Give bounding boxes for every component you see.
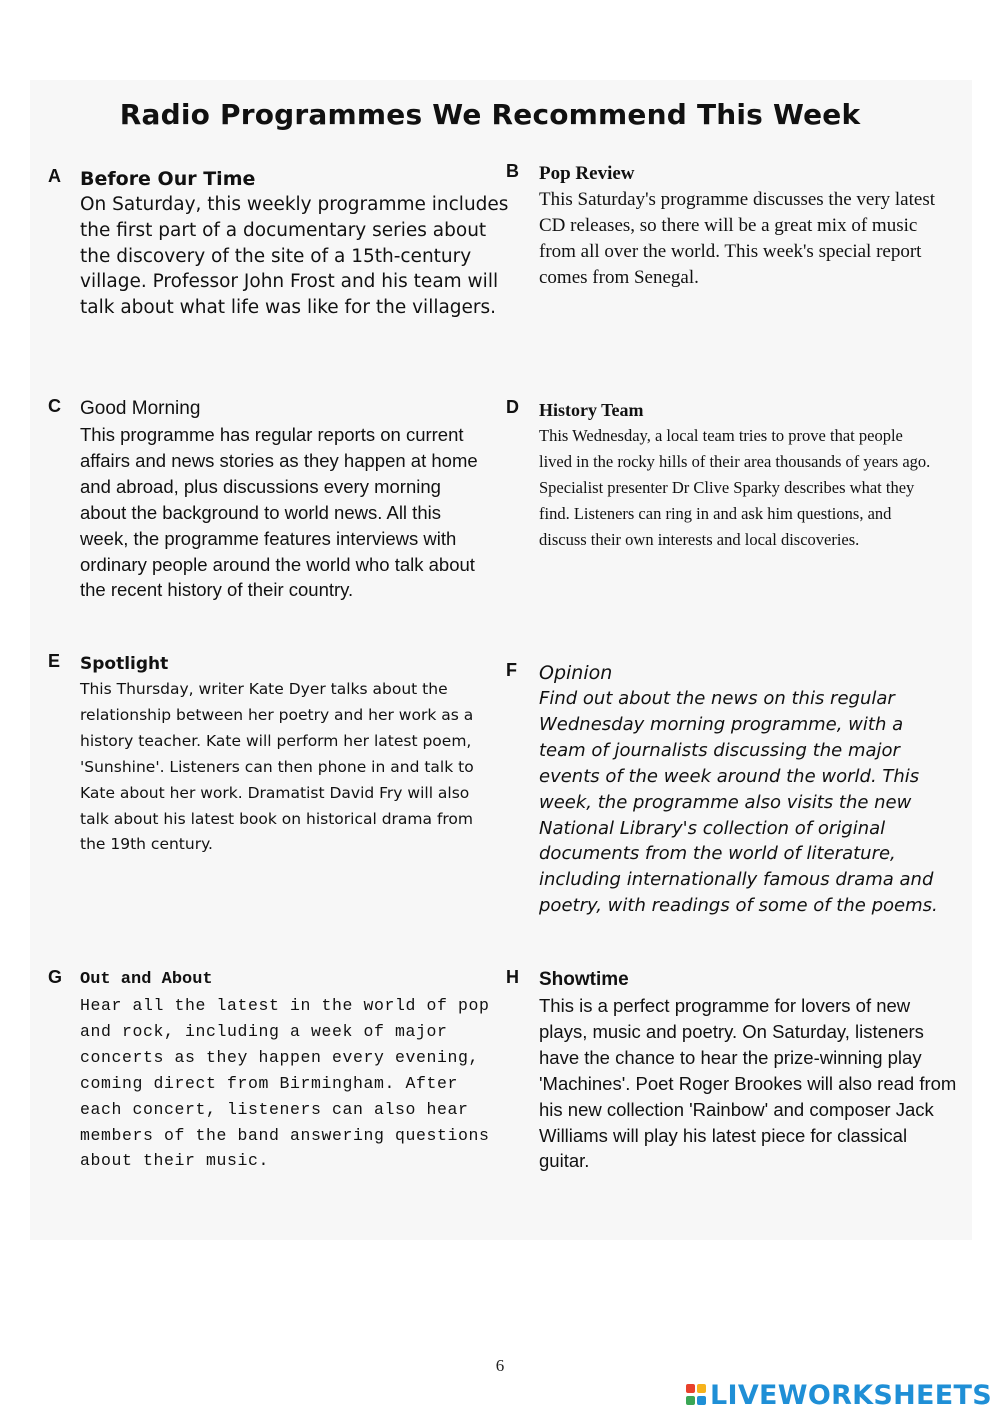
programme-description: This programme has regular reports on current affairs and news stories as they happen at home and abroad, plus discussions every morning about the background to world news. All this week, the programme features interviews with ordinary people around the world who talk about the recent history of their country. [80, 424, 478, 601]
programme-description: Hear all the latest in the world of pop and rock, including a week of major concerts as they happen every evening, coming direct from Birmingham. After each concert, listeners can also hear members of the band answering questions about their music. [80, 996, 490, 1171]
programme-heading: Before Our Time [80, 168, 256, 190]
programme-description: This Thursday, writer Kate Dyer talks about the relationship between her poetry and her work as a history teacher. Kate will perform her latest poem, 'Sunshine'. Listeners can then phone in and talk to Kate about her work. Dramatist David Fry will also talk about his latest book on historical drama from the 19th century. [80, 680, 474, 854]
programme-letter: D [506, 397, 519, 417]
brand-watermark[interactable] [686, 1380, 992, 1410]
programme-letter: B [506, 161, 519, 181]
programme-letter: F [506, 660, 517, 680]
programme-letter: G [48, 967, 63, 987]
programme-heading: Spotlight [80, 654, 169, 674]
programme-heading: Showtime [539, 969, 629, 990]
programme-heading: History Team [539, 400, 644, 420]
programme-heading: Out and About [80, 970, 213, 989]
programme-description: This Saturday's programme discusses the very latest CD releases, so there will be a great mix of music from all over the world. This week's special report comes from Senegal. [539, 189, 936, 288]
programme-description: On Saturday, this weekly programme includes the first part of a documentary series about the discovery of the site of a 15th-century village. Professor John Frost and his team will talk about what life was like for the villagers. [80, 194, 509, 319]
programme-description: Find out about the news on this regular Wednesday morning programme, with a team of journalists discussing the major events of the week around the world. This week, the programme also visits the new National Library's collection of original documents from the world of literature, including internationally famous drama and poetry, with readings of some of the poems. [539, 688, 938, 917]
programme-description: This is a perfect programme for lovers of new plays, music and poetry. On Saturday, listeners have the chance to hear the prize-winning play 'Machines'. Poet Roger Brookes will also read from his new collection 'Rainbow' and composer Jack Williams will play his latest piece for classical guitar. [539, 995, 957, 1172]
programme-heading: Pop Review [539, 163, 635, 184]
programme-letter: H [506, 967, 519, 987]
programme-letter: E [48, 651, 61, 671]
page-number: 6 [495, 1356, 505, 1375]
programme-heading: Good Morning [80, 398, 201, 419]
programme-heading: Opinion [539, 662, 613, 684]
programme-description: This Wednesday, a local team tries to prove that people lived in the rocky hills of their area thousands of years ago. Specialist presenter Dr Clive Sparky describes what they find. Listeners can ring in and ask him questions, and discuss their own interests and local discoveries. [539, 426, 931, 549]
page-title: Radio Programmes We Recommend This Week [119, 98, 861, 131]
liveworksheets-logo-icon [686, 1382, 708, 1408]
programme-letter: C [48, 396, 61, 416]
brand-name: LIVEWORKSHEETS [709, 1379, 992, 1411]
programme-letter: A [48, 166, 61, 186]
